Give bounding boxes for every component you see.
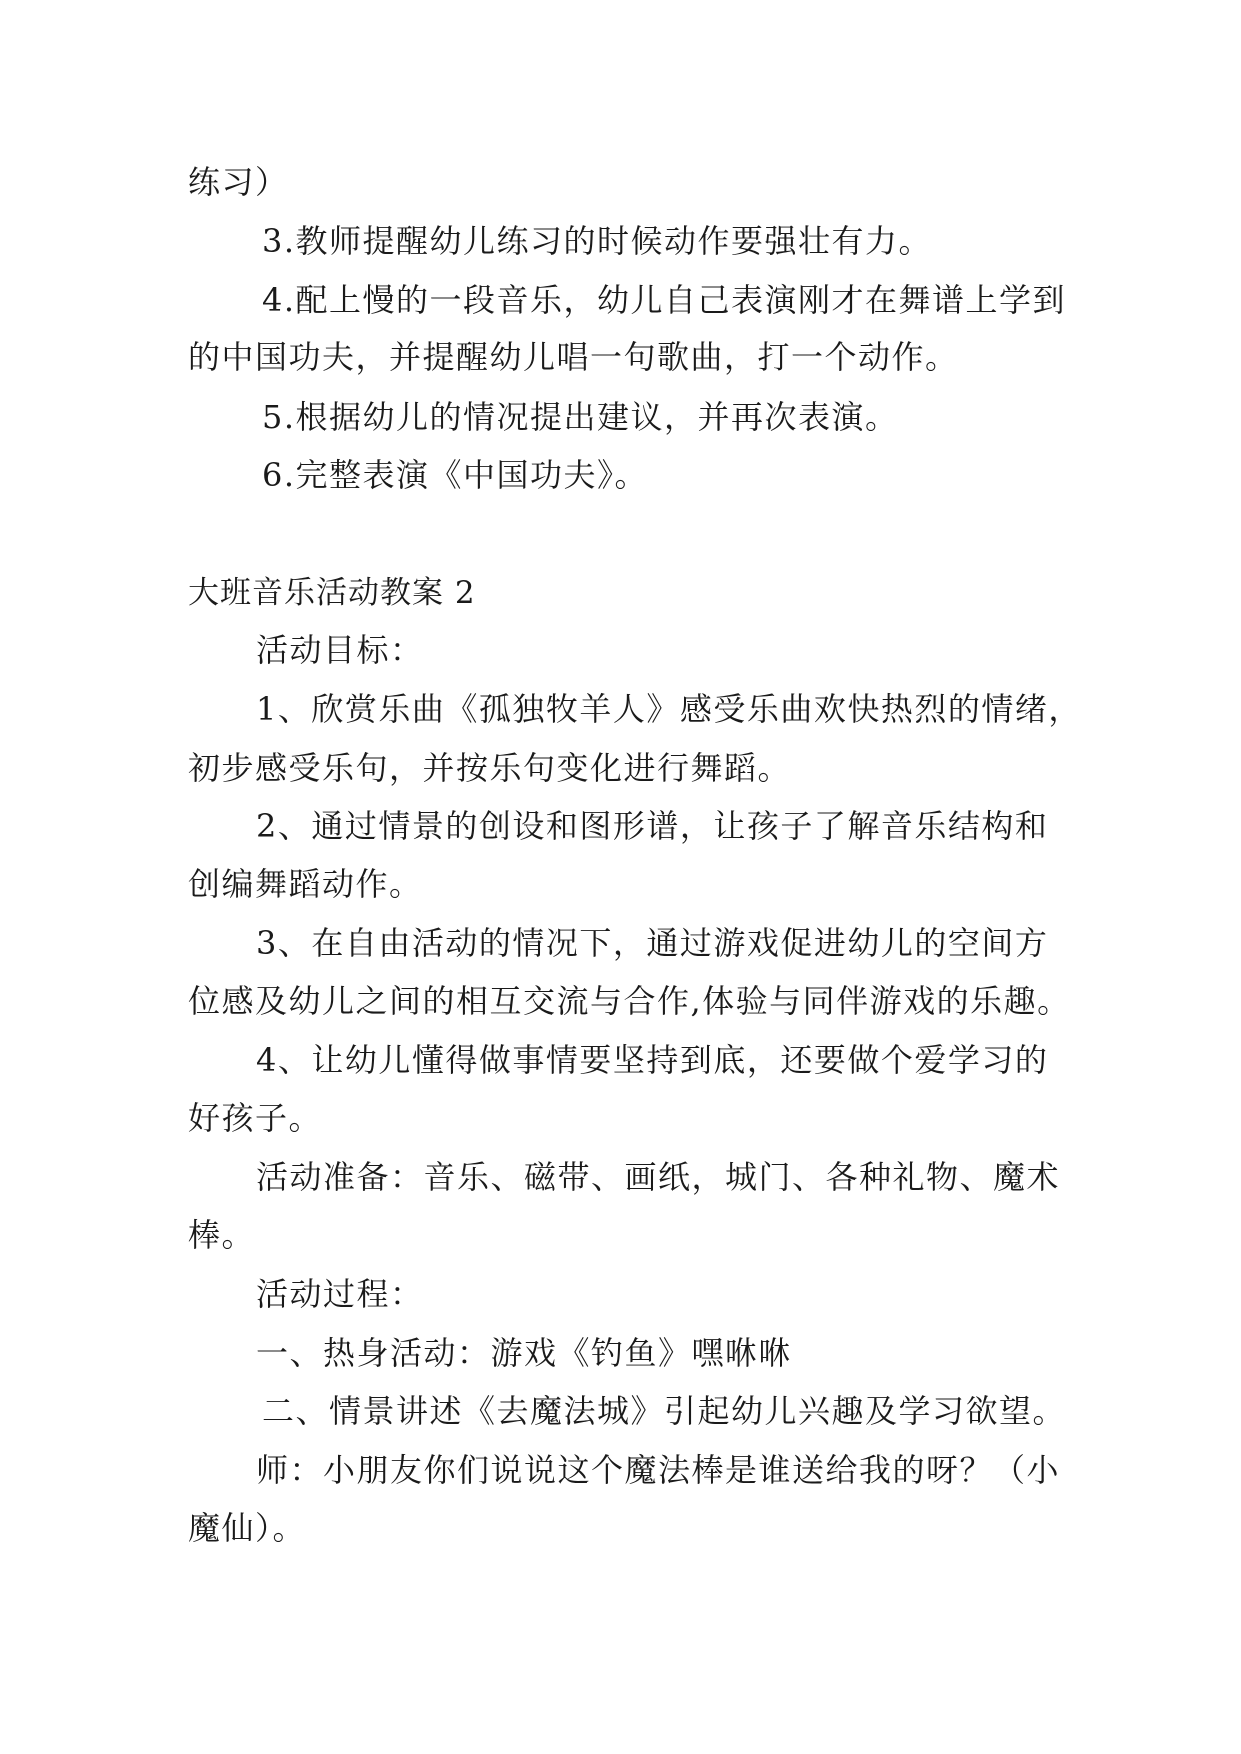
text-line: 2、通过情景的创设和图形谱，让孩子了解音乐结构和	[256, 807, 1049, 845]
text-line: 好孩子。	[188, 1099, 323, 1137]
text-line: 活动准备：音乐、磁带、画纸，城门、各种礼物、魔术	[256, 1158, 1061, 1196]
text-line: 练习）	[188, 163, 289, 201]
text-line: 棒。	[188, 1216, 256, 1254]
text-line: 4、让幼儿懂得做事情要坚持到底，还要做个爱学习的	[256, 1041, 1049, 1079]
text-line: 师：小朋友你们说说这个魔法棒是谁送给我的呀？（小	[256, 1451, 1061, 1489]
text-line: 魔仙）。	[188, 1509, 307, 1547]
text-line: 一、热身活动：游戏《钓鱼》嘿咻咻	[256, 1334, 793, 1372]
section-title: 大班音乐活动教案 2	[188, 575, 476, 611]
text-line: 二、情景讲述《去魔法城》引起幼儿兴趣及学习欲望。	[262, 1392, 1067, 1430]
text-line: 5.根据幼儿的情况提出建议，并再次表演。	[262, 398, 899, 436]
text-line: 6.完整表演《中国功夫》。	[262, 456, 649, 494]
text-line: 活动过程：	[256, 1275, 424, 1313]
text-line: 初步感受乐句，并按乐句变化进行舞蹈。	[188, 749, 792, 787]
text-line: 3、在自由活动的情况下，通过游戏促进幼儿的空间方	[256, 924, 1049, 962]
text-line: 位感及幼儿之间的相互交流与合作,体验与同伴游戏的乐趣。	[188, 982, 1071, 1020]
text-line: 4.配上慢的一段音乐，幼儿自己表演刚才在舞谱上学到	[262, 281, 1067, 319]
text-line: 的中国功夫，并提醒幼儿唱一句歌曲，打一个动作。	[188, 338, 959, 376]
text-line: 创编舞蹈动作。	[188, 865, 423, 903]
text-line: 活动目标：	[256, 631, 424, 669]
text-line: 1、欣赏乐曲《孤独牧羊人》感受乐曲欢快热烈的情绪，	[256, 690, 1082, 728]
text-line: 3.教师提醒幼儿练习的时候动作要强壮有力。	[262, 222, 933, 260]
